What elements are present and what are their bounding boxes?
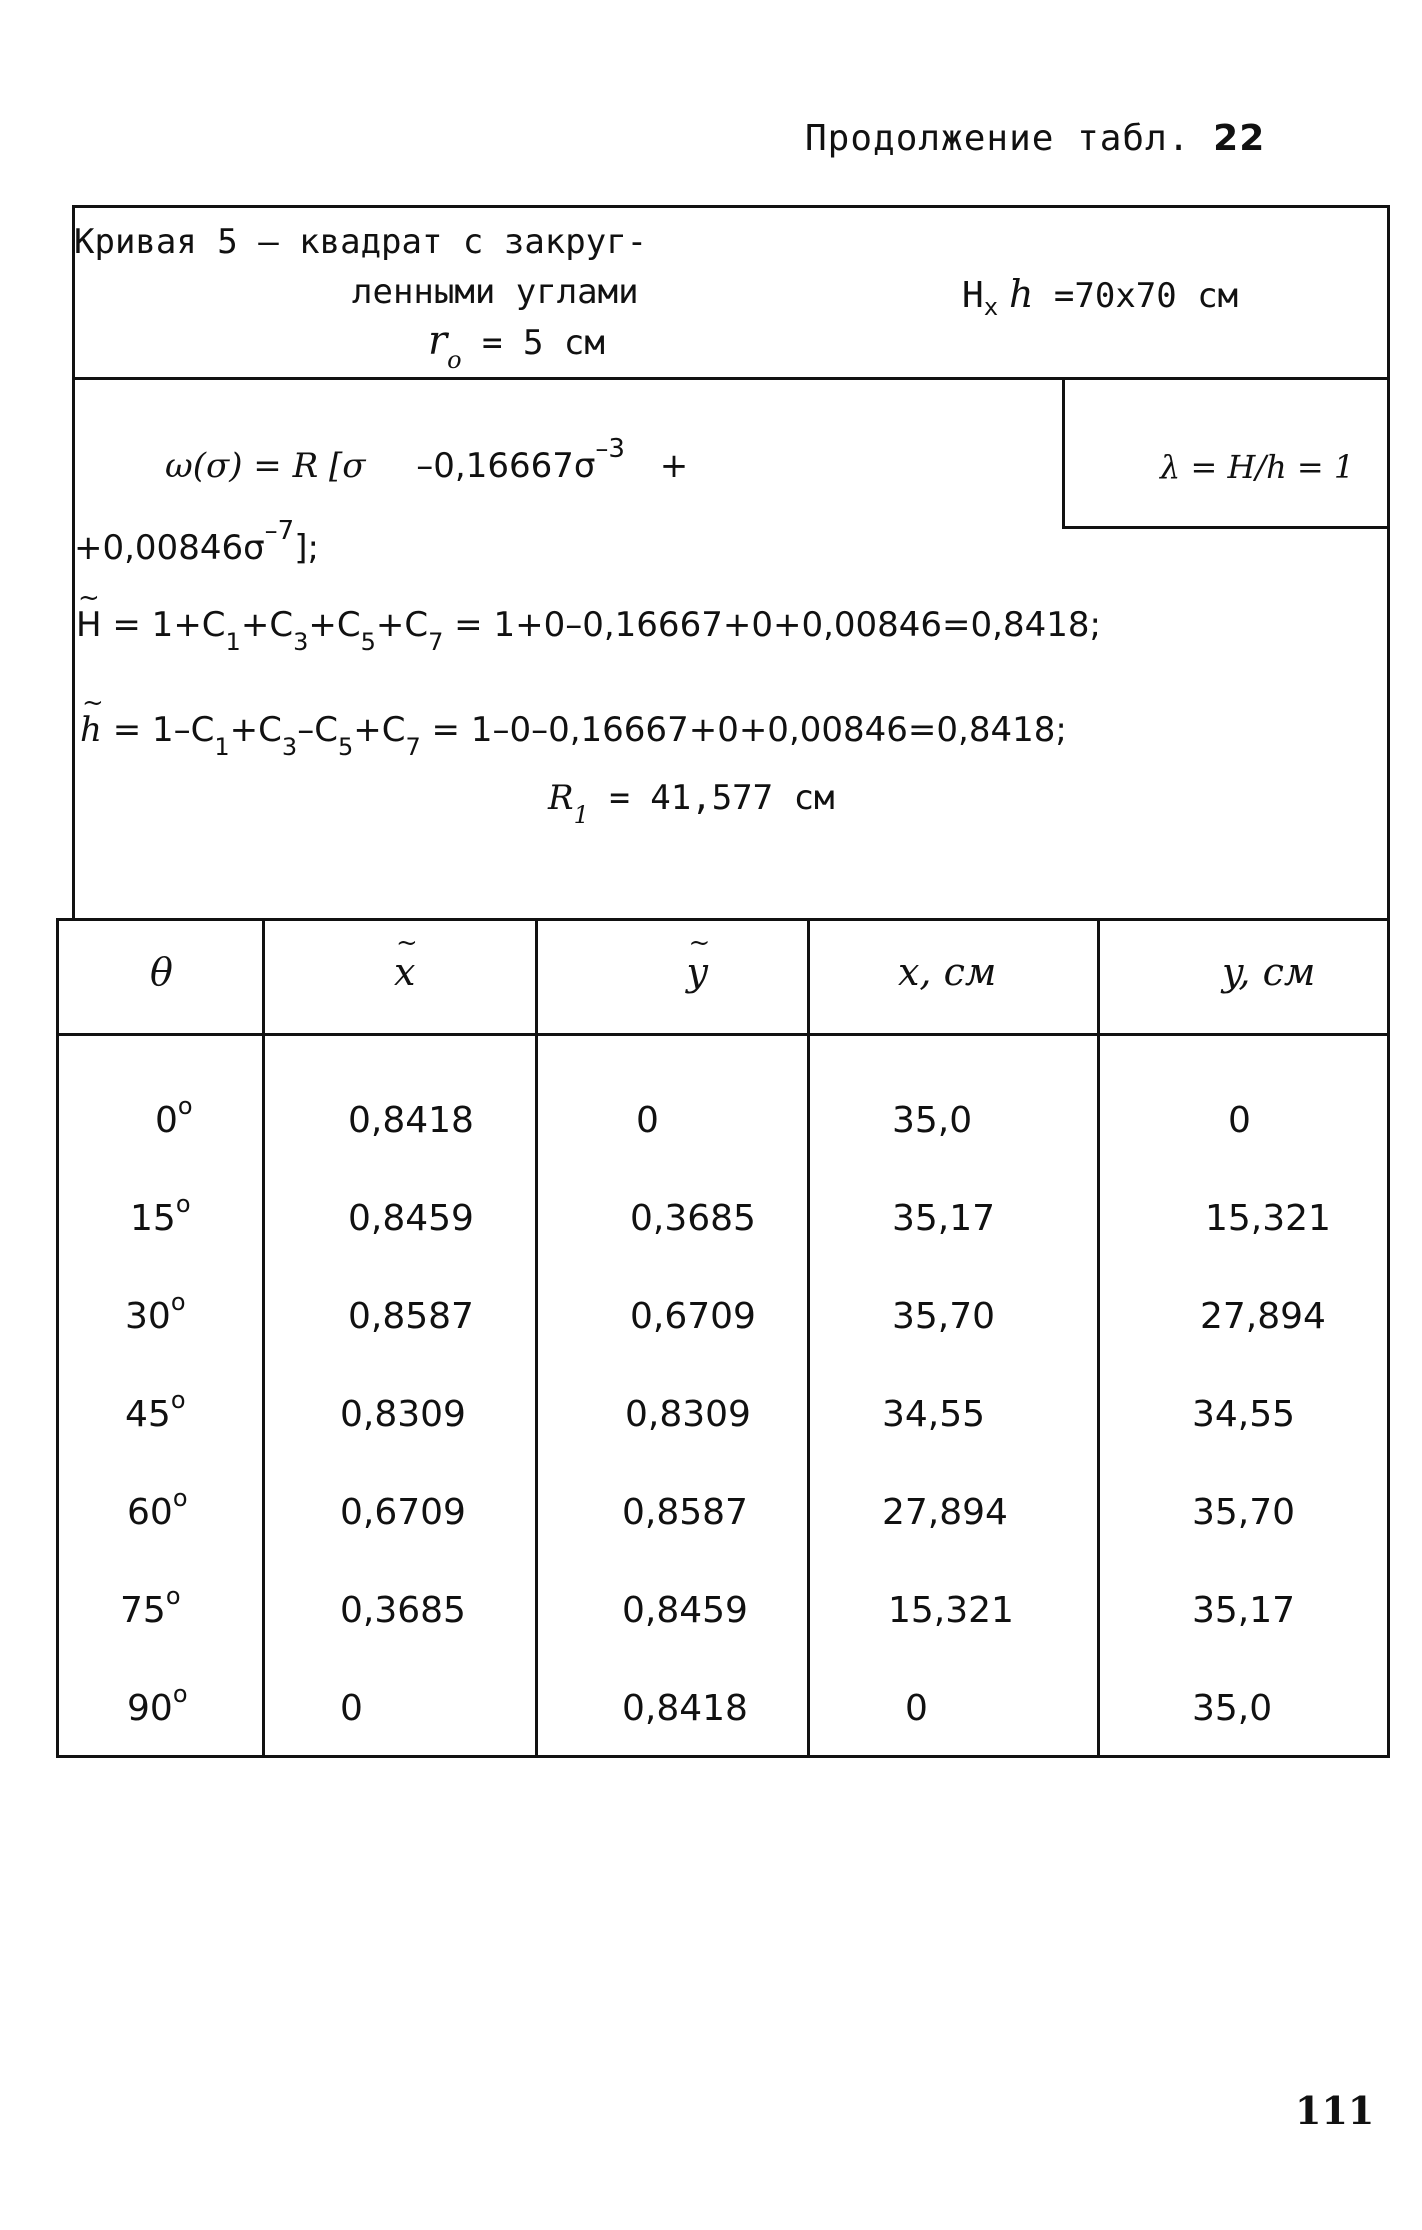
- omega-line2-exp: –7: [264, 516, 295, 546]
- theta-cell: [130, 1190, 191, 1239]
- omega-plus: +: [659, 446, 689, 486]
- y-cm-cell: 34,55: [1192, 1394, 1296, 1435]
- y-tilde-cell: 0,6709: [630, 1296, 756, 1337]
- y-cm-cell: 35,0: [1192, 1688, 1273, 1729]
- h-sub5: 5: [337, 733, 354, 761]
- theta-cell: [127, 1484, 188, 1533]
- r0-subscript: o: [447, 346, 462, 374]
- theta-cell: [120, 1582, 181, 1631]
- H-sub1: 1: [225, 628, 241, 656]
- header-y-tilde: ~ y: [687, 950, 708, 994]
- H-sub7: 7: [428, 628, 444, 656]
- omega-lhs: ω(σ) = R [σ: [165, 446, 366, 486]
- x-tilde-cell: 0,8418: [348, 1100, 474, 1141]
- degree-mark: o: [165, 1582, 181, 1610]
- table-caption: [805, 118, 1265, 159]
- y-tilde-cell: 0,3685: [630, 1198, 756, 1239]
- R1-value: = 41,577 см: [588, 778, 835, 818]
- theta-cell: [125, 1386, 186, 1435]
- dims-h: h: [1008, 272, 1034, 316]
- page-number: 111: [1295, 2088, 1375, 2133]
- y-cm-cell: 35,70: [1192, 1492, 1296, 1533]
- theta-value: 45: [125, 1394, 171, 1435]
- x-cm-cell: 35,70: [892, 1296, 996, 1337]
- x-cm-cell: 15,321: [888, 1590, 1014, 1631]
- dims-H: H: [962, 275, 984, 316]
- theta-value: 75: [120, 1590, 166, 1631]
- theta-cell: [125, 1288, 186, 1337]
- data-table: [56, 918, 1390, 1758]
- theta-value: 0: [155, 1100, 178, 1141]
- x-tilde-cell: 0,6709: [340, 1492, 466, 1533]
- omega-line1: [165, 434, 689, 486]
- caption-text: Продолжение табл.: [805, 118, 1191, 159]
- degree-mark: o: [175, 1190, 191, 1218]
- header-x-tilde: ~ x: [394, 950, 415, 994]
- degree-mark: o: [172, 1680, 188, 1708]
- x-cm-cell: 35,17: [892, 1198, 996, 1239]
- omega-term: –0,16667σ: [416, 446, 596, 486]
- y-tilde-cell: 0: [636, 1100, 659, 1141]
- h-sub3: 3: [281, 733, 298, 761]
- h-plus1: +C: [229, 710, 282, 750]
- H-expr: = 1+C: [101, 605, 226, 645]
- y-tilde-cell: 0,8459: [622, 1590, 748, 1631]
- caption-number: 22: [1213, 118, 1266, 159]
- H-plus1: +C: [240, 605, 294, 645]
- r0-symbol: r: [428, 318, 448, 364]
- curve-title-line2: ленными углами: [352, 272, 639, 312]
- x-cm-cell: 27,894: [882, 1492, 1008, 1533]
- x-tilde-cell: 0,3685: [340, 1590, 466, 1631]
- y-cm-cell: 27,894: [1200, 1296, 1326, 1337]
- curve-title-line1: Кривая 5 – квадрат с закруг-: [74, 222, 648, 262]
- R1-subscript: 1: [573, 801, 589, 829]
- y-cm-cell: 0: [1228, 1100, 1251, 1141]
- x-tilde-cell: 0: [340, 1688, 363, 1729]
- h-sub1: 1: [214, 733, 230, 761]
- h-minus: –C: [297, 710, 338, 750]
- R1-symbol: R: [548, 778, 574, 818]
- omega-exp: –3: [595, 434, 625, 464]
- omega-line2-term: +0,00846σ: [74, 528, 265, 568]
- header-x-cm: x, см: [898, 950, 997, 994]
- x-tilde-cell: 0,8459: [348, 1198, 474, 1239]
- h-equation: [80, 710, 1067, 761]
- h-plus3: +C: [353, 710, 406, 750]
- x-tilde-cell: 0,8587: [348, 1296, 474, 1337]
- theta-value: 60: [127, 1492, 173, 1533]
- H-tilde: ~ H: [76, 605, 102, 645]
- H-result: = 1+0–0,16667+0+0,00846=0,8418;: [443, 605, 1101, 645]
- H-equation: [76, 605, 1101, 656]
- degree-mark: o: [177, 1092, 193, 1120]
- omega-line2: [74, 516, 319, 568]
- lambda-ratio: λ = H/h = 1: [1160, 448, 1355, 486]
- theta-value: 30: [125, 1296, 171, 1337]
- h-tilde: ~ h: [80, 710, 102, 750]
- H-plus3: +C: [375, 605, 429, 645]
- theta-cell: [127, 1680, 188, 1729]
- H-sub3: 3: [293, 628, 309, 656]
- y-cm-cell: 35,17: [1192, 1590, 1296, 1631]
- r0-radius: [428, 318, 605, 374]
- y-cm-cell: 15,321: [1205, 1198, 1331, 1239]
- dimensions: [962, 272, 1239, 321]
- x-cm-cell: 34,55: [882, 1394, 986, 1435]
- theta-cell: [155, 1092, 193, 1141]
- y-tilde-cell: 0,8418: [622, 1688, 748, 1729]
- dims-value: =70x70 см: [1033, 276, 1239, 316]
- header-theta: θ: [150, 950, 173, 994]
- degree-mark: o: [170, 1386, 186, 1414]
- r0-value: = 5 см: [461, 323, 605, 363]
- theta-value: 90: [127, 1688, 173, 1729]
- degree-mark: o: [170, 1288, 186, 1316]
- x-cm-cell: 0: [905, 1688, 928, 1729]
- degree-mark: o: [172, 1484, 188, 1512]
- y-tilde-cell: 0,8309: [625, 1394, 751, 1435]
- H-plus2: +C: [308, 605, 361, 645]
- h-sub7: 7: [405, 733, 421, 761]
- y-tilde-cell: 0,8587: [622, 1492, 748, 1533]
- R1-radius: [548, 778, 835, 829]
- h-expr: = 1–C: [101, 710, 215, 750]
- header-y-cm: y, см: [1222, 950, 1316, 994]
- x-cm-cell: 35,0: [892, 1100, 973, 1141]
- h-result: = 1–0–0,16667+0+0,00846=0,8418;: [420, 710, 1067, 750]
- omega-line2-end: ];: [294, 528, 319, 568]
- x-tilde-cell: 0,8309: [340, 1394, 466, 1435]
- H-sub5: 5: [360, 628, 376, 656]
- dims-x: x: [983, 293, 999, 321]
- theta-value: 15: [130, 1198, 176, 1239]
